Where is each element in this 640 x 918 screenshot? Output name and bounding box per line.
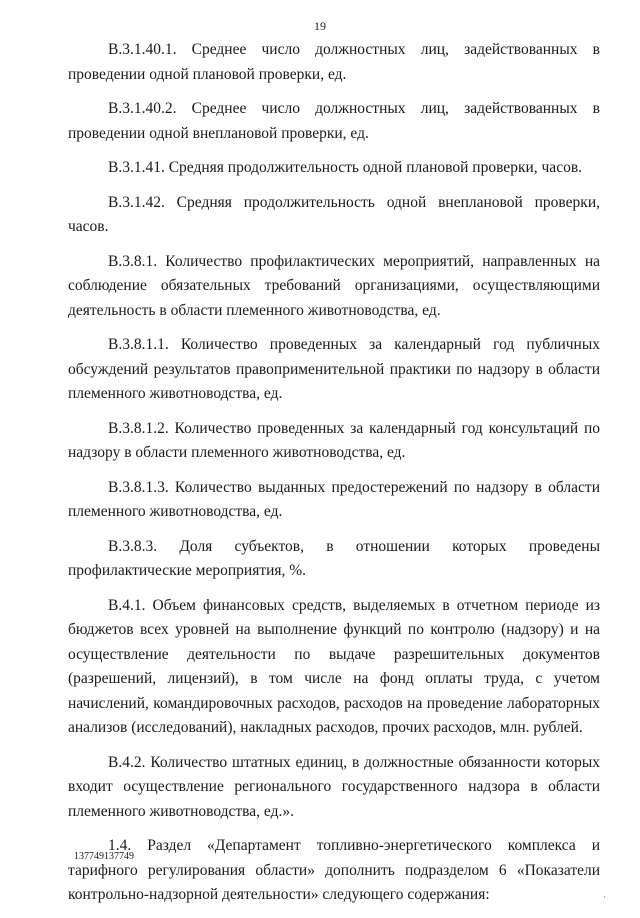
page-number: 19 bbox=[314, 19, 326, 33]
paragraph-b-3-1-42: В.3.1.42. Средняя продолжительность одной внеплановой проверки, часов. bbox=[68, 193, 600, 235]
paragraph-b-3-1-41: В.3.1.41. Средняя продолжительность одной плановой проверки, часов. bbox=[108, 159, 583, 176]
paragraph-b-3-1-40-1: В.3.1.40.1. Среднее число должностных лиц, задействованных в проведении одной плановой проверки, ед. bbox=[68, 41, 600, 83]
footer-document-code: 137749137749 bbox=[74, 851, 134, 862]
paragraph-b-4-2: В.4.2. Количество штатных единиц, в должностные обязанности которых входит осуществление регионального государственного надзора в области племенного животноводства, ед.». bbox=[68, 753, 600, 820]
paragraph-b-3-1-40-2: В.3.1.40.2. Среднее число должностных лиц, задействованных в проведении одной внеплановой проверки, ед. bbox=[68, 100, 600, 142]
corner-mark: · bbox=[603, 893, 606, 902]
document-body bbox=[68, 38, 600, 918]
paragraph-b-3-8-3: В.3.8.3. Доля субъектов, в отношении которых проведены профилактические мероприятия, %. bbox=[68, 537, 600, 579]
paragraph-1-4: 1.4. Раздел «Департамент топливно-энергетического комплекса и тарифного регулирования области» дополнить подразделом 6 «Показатели контрольно-надзорной деятельности» следующего содержания: bbox=[68, 837, 600, 903]
paragraph-b-3-8-1-2: В.3.8.1.2. Количество проведенных за календарный год консультаций по надзору в области племенного животноводства, ед. bbox=[68, 419, 600, 461]
paragraph-b-4-1: В.4.1. Объем финансовых средств, выделяемых в отчетном периоде из бюджетов всех уровней на выполнение функций по контролю (надзору) и на осуществление деятельности по выдаче разрешительных документов (разрешений, лицензий), в том числе на фонд оплаты труда, с учетом начислений, командировочных расходов, расходов на проведение лабораторных анализов (исследований), накладных расходов, прочих расходов, млн. рублей. bbox=[68, 596, 600, 736]
paragraph-b-3-8-1: В.3.8.1. Количество профилактических мероприятий, направленных на соблюдение обязательных требований организациями, осуществляющими деятельность в области племенного животноводства, ед. bbox=[68, 252, 600, 319]
paragraph-b-3-8-1-1: В.3.8.1.1. Количество проведенных за календарный год публичных обсуждений результатов правоприменительной практики по надзору в области племенного животноводства, ед. bbox=[68, 336, 600, 402]
paragraph-b-3-8-1-3: В.3.8.1.3. Количество выданных предостережений по надзору в области племенного животноводства, ед. bbox=[68, 478, 600, 520]
